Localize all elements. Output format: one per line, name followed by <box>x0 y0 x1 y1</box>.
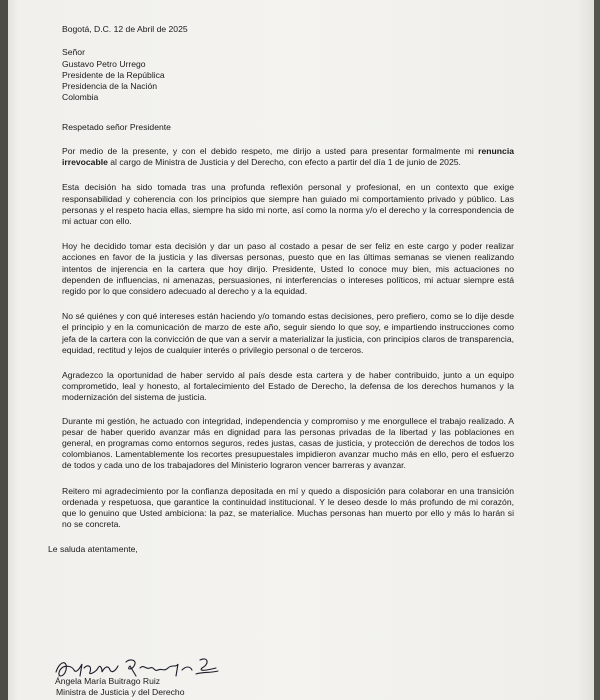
paragraph-4: No sé quiénes y con qué intereses están haciendo y/o tomando estas decisiones, pero prefiero, como se lo dije desde el principio y en la comunicación de marzo de este año, seguir siendo lo que soy, e impartiendo instrucciones como jefa de la cartera con la convicción de que van a servir a materializar la justicia, con principios claros de transparencia, equidad, rectitud y lejos de cualquier interés o privilegio personal o de terceros. <box>62 311 514 355</box>
paragraph-5: Agradezco la oportunidad de haber servido al país desde esta cartera y de haber contribuido, junto a un equipo comprometido, leal y honesto, al fortalecimiento del Estado de Derecho, la defensa de los derechos humanos y la modernización del sistema de justicia. <box>62 369 514 403</box>
paragraph-2: Esta decisión ha sido tomada tras una profunda reflexión personal y profesional, en un contexto que exige responsabilidad y coherencia con los principios que siempre han guiado mi comportamiento privado y público. Las personas y el respeto hacia ellas, siempre ha sido mi norte, así como la norma y/o el derecho y la correspondencia de mi actuar con ello. <box>62 182 514 226</box>
paragraph-7: Reitero mi agradecimiento por la confianza depositada en mí y quedo a disposición para colaborar en una transición ordenada y respetuosa, que garantice la continuidad institucional. Y le deseo desde lo más profundo de mi corazón, que lo genuino que Usted ambiciona: la paz, se materialice. Muchas personas han muerto por ello y más lo harán si no se concreta. <box>62 485 514 530</box>
photo-edge-right <box>594 0 600 700</box>
resignation-emphasis: renuncia irrevocable <box>62 145 514 168</box>
recipient-line: Gustavo Petro Urrego <box>62 58 146 69</box>
photo-edge-left <box>0 0 8 700</box>
letter-date: Bogotá, D.C. 12 de Abril de 2025 <box>62 24 188 34</box>
recipient-line: Presidencia de la Nación <box>62 81 158 92</box>
salutation: Respetado señor Presidente <box>62 121 171 132</box>
recipient-line: Colombia <box>62 92 99 103</box>
signer-name: Ángela María Buitrago Ruiz <box>55 676 161 686</box>
paragraph-1: Por medio de la presente, y con el debido respeto, me dirijo a usted para presentar formalmente mi renuncia irrevocable al cargo de Ministra de Justicia y del Derecho, con efecto a partir del día 1 de junio de 2025. <box>62 145 514 168</box>
closing: Le saluda atentamente, <box>48 544 138 555</box>
paragraph-6: Durante mi gestión, he actuado con integridad, independencia y compromiso y me enorgullece el trabajo realizado. A pesar de haber querido avanzar más en dignidad para las personas privadas de la libertad y las poblaciones en general, en programas como entornos seguros, redes justas, casas de justicia, y protección de derechos de todos los colombianos. Lamentablemente los recortes presupuestales impidieron avanzar mucho más en ello, pero el esfuerzo de todos y cada uno de los trabajadores del Ministerio lograron vencer barreras y avanzar. <box>62 415 514 471</box>
recipient-block <box>62 47 514 103</box>
signer-title: Ministra de Justicia y del Derecho <box>56 687 185 697</box>
paragraph-3: Hoy he decidido tomar esta decisión y dar un paso al costado a pesar de ser feliz en este cargo y poder realizar acciones en favor de la justicia y las diversas personas, puesto que en las últimas semanas se vienen realizando intentos de injerencia en la cartera que hoy dirijo. Presidente, Usted lo conoce muy bien, mis actuaciones no dependen de influencias, ni amenazas, persuasiones, ni interferencias o intereses políticos, mi actuar siempre está regido por lo que considero adecuado al derecho y a la equidad. <box>62 241 514 296</box>
letter-body <box>48 24 514 556</box>
recipient-line: Presidente de la República <box>62 69 165 80</box>
recipient-line: Señor <box>62 47 85 58</box>
